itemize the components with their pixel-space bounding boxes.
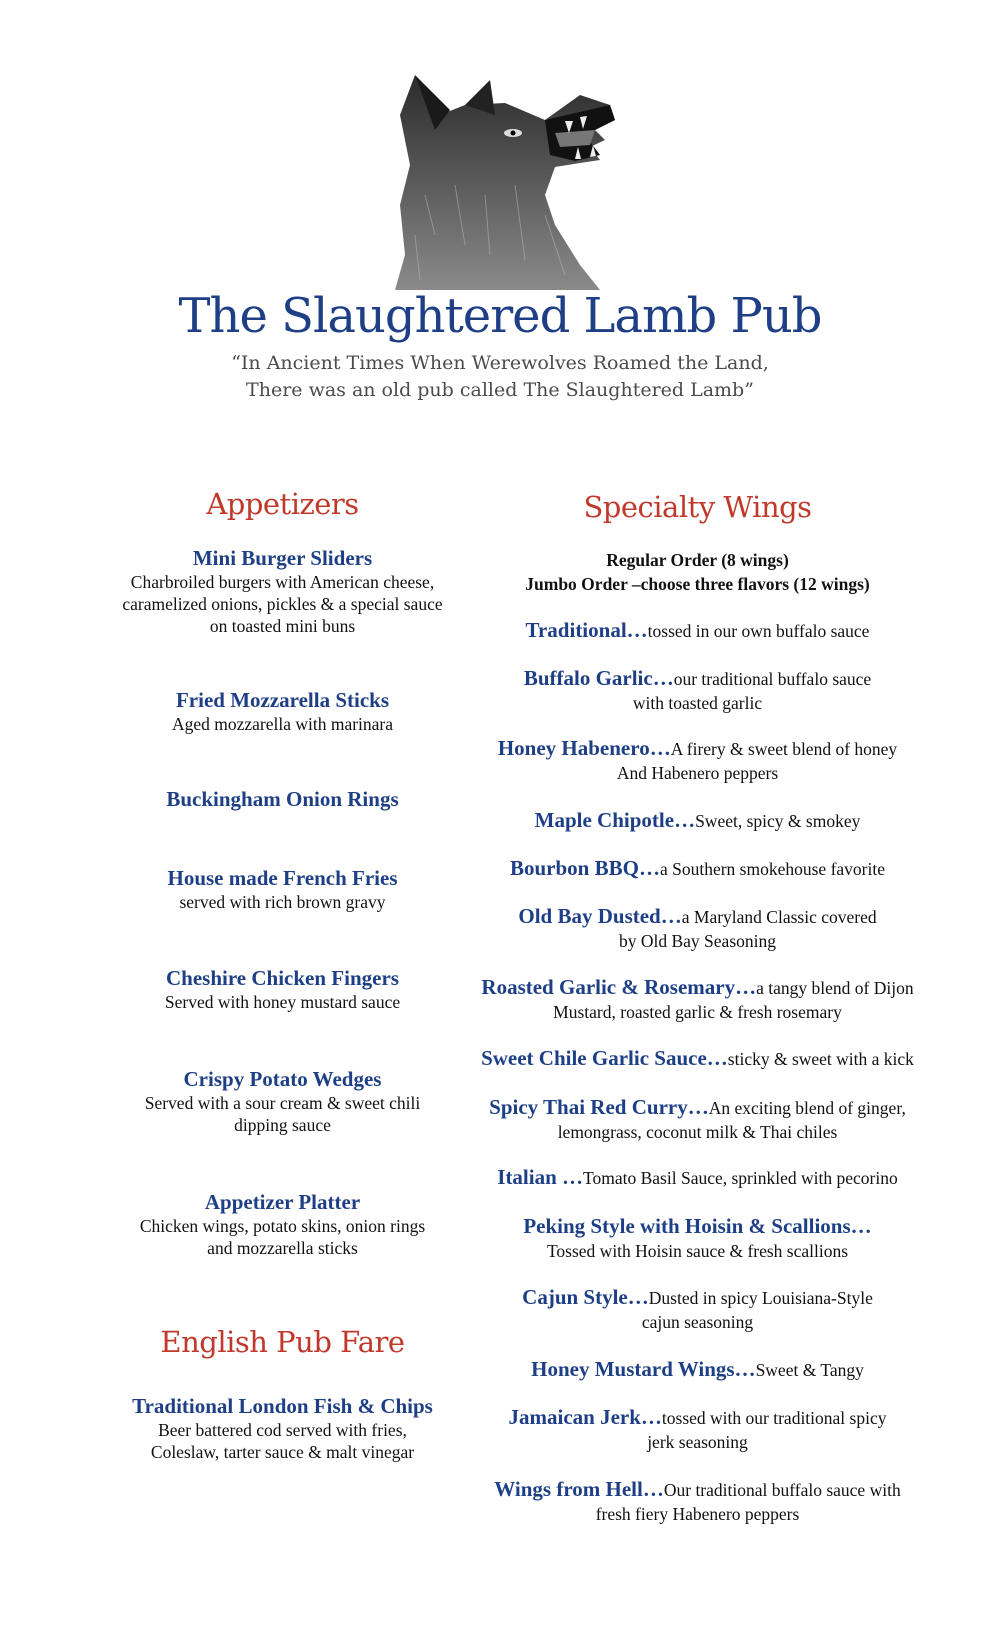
item-description: Served with honey mustard sauce [164, 992, 401, 1012]
wing-flavor [455, 1095, 940, 1144]
item-name: Buckingham Onion Rings [166, 787, 399, 811]
pub-fare-heading: English Pub Fare [160, 1325, 405, 1359]
menu-item [95, 1190, 470, 1259]
wing-name: Cajun Style… [522, 1285, 649, 1309]
wing-description: Tossed with Hoisin sauce & fresh scallions [546, 1241, 849, 1261]
jumbo-order: Jumbo Order –choose three flavors (12 wings) [525, 574, 870, 594]
wing-flavor [455, 1165, 940, 1190]
wing-name: Italian … [497, 1165, 584, 1189]
menu-item [95, 787, 470, 812]
wing-flavor [455, 1357, 940, 1382]
wing-flavor [455, 1214, 940, 1263]
wing-name: Sweet Chile Garlic Sauce… [481, 1046, 728, 1070]
item-description: Chicken wings, potato skins, onion rings and mozzarella sticks [139, 1216, 426, 1258]
appetizers-heading: Appetizers [206, 487, 359, 521]
wing-flavor [455, 666, 940, 715]
wing-name: Traditional… [525, 618, 648, 642]
wing-description: a Southern smokehouse favorite [659, 859, 885, 879]
item-name: Traditional London Fish & Chips [132, 1394, 433, 1418]
item-description: Beer battered cod served with fries, Coleslaw, tarter sauce & malt vinegar [150, 1420, 415, 1462]
wing-flavor [455, 975, 940, 1024]
item-description: Charbroiled burgers with American cheese, caramelized onions, pickles & a special sauce on toasted mini buns [122, 572, 443, 636]
wing-description: tossed in our own buffalo sauce [647, 621, 870, 641]
item-description: Served with a sour cream & sweet chili dipping sauce [144, 1093, 421, 1135]
wing-description: Tomato Basil Sauce, sprinkled with pecorino [583, 1168, 898, 1188]
wing-description: Sweet, spicy & smokey [695, 811, 861, 831]
wing-flavor [455, 1046, 940, 1071]
wing-description: An exciting blend of ginger, lemongrass, coconut milk & Thai chiles [557, 1098, 906, 1142]
wings-heading: Specialty Wings [583, 490, 812, 524]
wing-flavor [455, 904, 940, 953]
menu-item [95, 1394, 470, 1463]
wing-description: sticky & sweet with a kick [727, 1049, 914, 1069]
wing-name: Peking Style with Hoisin & Scallions… [523, 1214, 872, 1238]
wing-flavor [455, 856, 940, 881]
menu-item [95, 1067, 470, 1136]
item-name: Crispy Potato Wedges [183, 1067, 382, 1091]
item-name: Mini Burger Sliders [192, 546, 373, 570]
werewolf-logo-icon [395, 75, 645, 290]
item-name: House made French Fries [167, 866, 398, 890]
wing-name: Honey Habenero… [497, 736, 671, 760]
item-description: Aged mozzarella with marinara [171, 714, 394, 734]
tagline-line-2: There was an old pub called The Slaughtered Lamb” [246, 379, 754, 401]
wing-name: Maple Chipotle… [534, 808, 696, 832]
pub-title: The Slaughtered Lamb Pub [178, 288, 822, 344]
wing-name: Old Bay Dusted… [518, 904, 682, 928]
item-description: served with rich brown gravy [179, 892, 386, 912]
wing-name: Honey Mustard Wings… [531, 1357, 756, 1381]
wing-flavor [455, 808, 940, 833]
wing-description: a tangy blend of Dijon Mustard, roasted garlic & fresh rosemary [553, 978, 914, 1022]
wing-description: Our traditional buffalo sauce with fresh fiery Habenero peppers [595, 1480, 901, 1524]
menu-item [95, 966, 470, 1013]
wing-description: our traditional buffalo sauce with toasted garlic [632, 669, 872, 713]
wing-flavor [455, 1477, 940, 1526]
item-name: Fried Mozzarella Sticks [175, 688, 390, 712]
wing-description: Sweet & Tangy [755, 1360, 864, 1380]
wing-description: tossed with our traditional spicy jerk seasoning [647, 1408, 887, 1452]
wing-name: Roasted Garlic & Rosemary… [481, 975, 757, 999]
wing-flavor [455, 1285, 940, 1334]
item-name: Appetizer Platter [204, 1190, 361, 1214]
wing-flavor [455, 618, 940, 643]
tagline-line-1: “In Ancient Times When Werewolves Roamed the Land, [231, 352, 769, 374]
wing-name: Spicy Thai Red Curry… [489, 1095, 709, 1119]
wing-name: Bourbon BBQ… [510, 856, 660, 880]
wing-flavor [455, 736, 940, 785]
wing-flavor [455, 1405, 940, 1454]
menu-item [95, 866, 470, 913]
wing-description: a Maryland Classic covered by Old Bay Seasoning [618, 907, 877, 951]
wing-description: A firery & sweet blend of honey And Habenero peppers [616, 739, 898, 783]
menu-item [95, 546, 470, 637]
menu-item [95, 688, 470, 735]
item-name: Cheshire Chicken Fingers [166, 966, 399, 990]
wing-description: Dusted in spicy Louisiana-Style cajun seasoning [641, 1288, 873, 1332]
wing-name: Buffalo Garlic… [523, 666, 674, 690]
wing-name: Wings from Hell… [494, 1477, 664, 1501]
wing-name: Jamaican Jerk… [508, 1405, 662, 1429]
regular-order: Regular Order (8 wings) [606, 550, 789, 570]
